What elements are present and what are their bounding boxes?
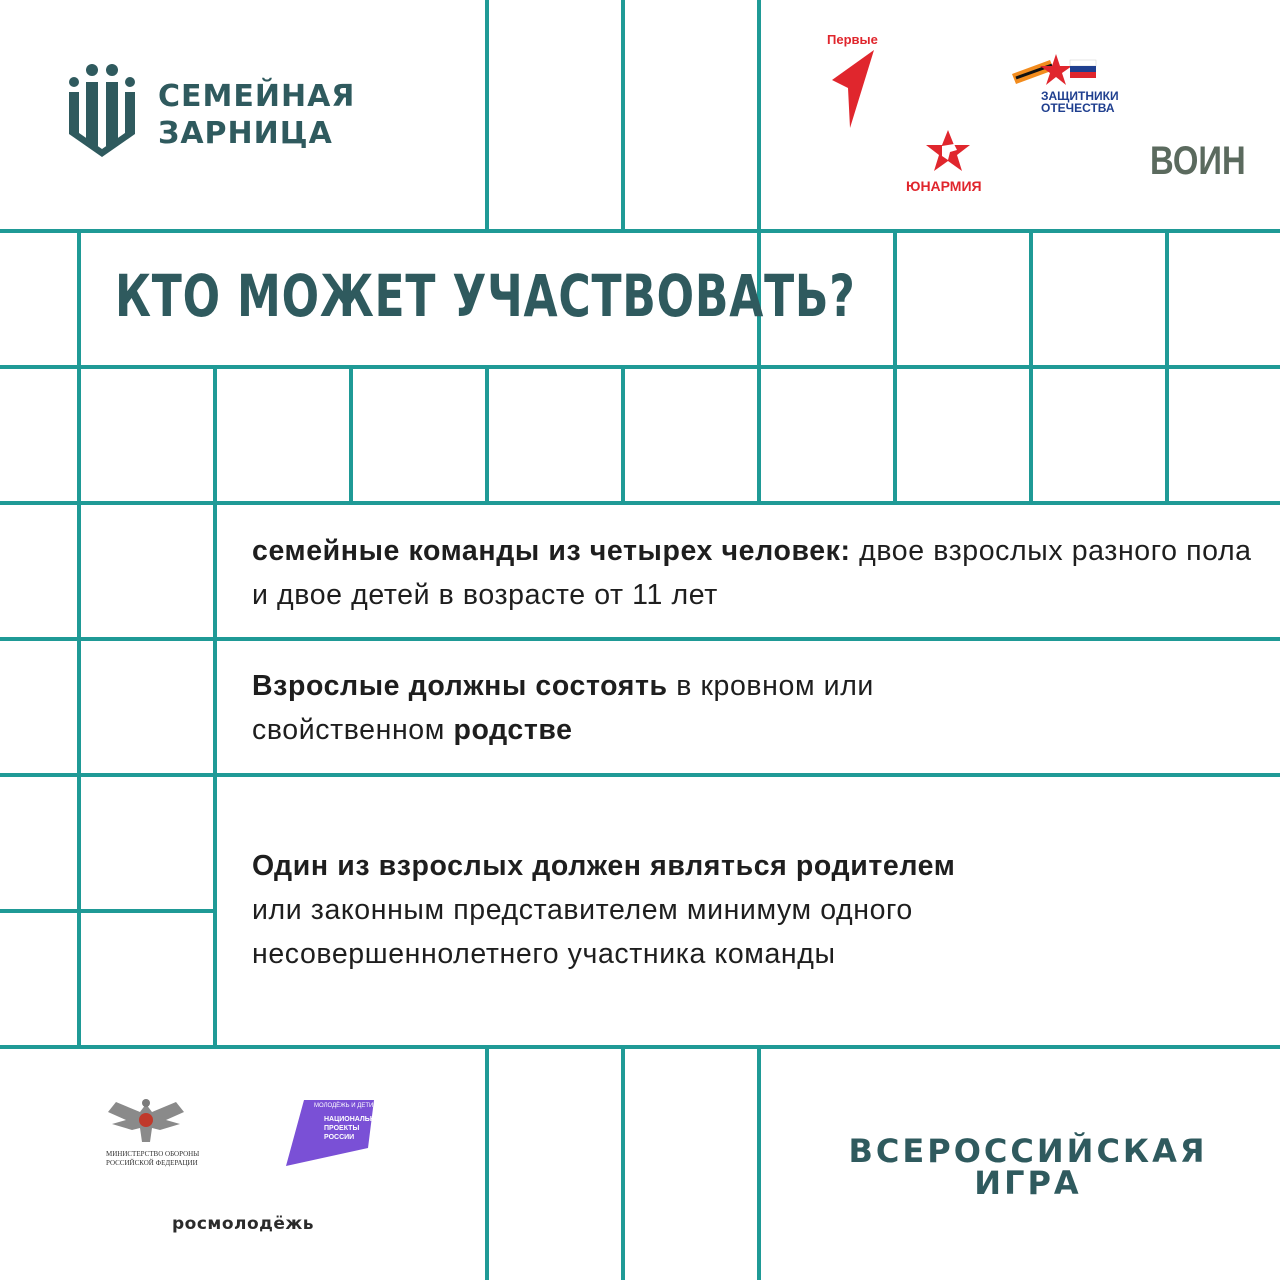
grid-line [0, 1045, 1280, 1049]
grid-line [485, 1045, 489, 1280]
ministry-line-1: МИНИСТЕРСТВО ОБОРОНЫ [106, 1150, 200, 1158]
grid-line [0, 637, 1280, 641]
item-2-bold: Взрослые должны состоять [252, 670, 668, 702]
grid-line [77, 229, 81, 1049]
grid-line [485, 0, 489, 233]
brand-title [158, 78, 355, 152]
grid-line [0, 909, 216, 913]
family-emblem-icon [62, 60, 142, 160]
zashchitniki-emblem-icon [1012, 52, 1102, 92]
all-russian-line-1: ВСЕРОССИЙСКАЯ [848, 1132, 1208, 1170]
grid-line [757, 0, 761, 233]
eagle-emblem-icon [106, 1098, 186, 1144]
page-title: КТО МОЖЕТ УЧАСТВОВАТЬ? [115, 262, 856, 330]
grid-line [0, 773, 1280, 777]
voin-logo-label: ВОИН [1150, 139, 1246, 183]
yunarmiya-emblem-icon [924, 130, 972, 172]
grid-line [621, 365, 625, 505]
item-1-text: двое взрослых разного пола и двое детей в возрасте от 11 лет [252, 535, 1252, 611]
zashchitniki-line-1: ЗАЩИТНИКИ [1041, 89, 1119, 103]
all-russian-line-2: ИГРА [974, 1164, 1082, 1202]
pervye-mark-icon [828, 48, 880, 130]
item-2-bold-end: родстве [453, 714, 573, 746]
pervye-logo-label: Первые [827, 32, 878, 47]
grid-line [621, 0, 625, 233]
grid-line [0, 501, 1280, 505]
grid-line [213, 365, 217, 1049]
grid-line [0, 229, 1280, 233]
rosmolodezh-logo: росмолодёжь [172, 1214, 315, 1234]
national-projects-top: МОЛОДЁЖЬ И ДЕТИ [314, 1103, 374, 1109]
participation-item-3 [252, 844, 1152, 976]
zashchitniki-logo-text [1041, 90, 1119, 114]
grid-line [0, 365, 1280, 369]
brand-line-1: СЕМЕЙНАЯ [158, 79, 356, 114]
item-1-bold: семейные команды из четырех человек: [252, 535, 851, 567]
ministry-line-2: РОССИЙСКОЙ ФЕДЕРАЦИИ [106, 1159, 198, 1167]
national-projects-line-1: НАЦИОНАЛЬНЫЕ [324, 1116, 387, 1123]
brand-line-2: ЗАРНИЦА [158, 116, 333, 151]
grid-line [485, 365, 489, 505]
brand-logo [62, 60, 442, 160]
yunarmiya-logo-label: ЮНАРМИЯ [906, 178, 982, 194]
grid-line [1165, 229, 1169, 505]
national-projects-text [324, 1115, 386, 1142]
item-2-text: в кровном или свойственном [252, 670, 874, 746]
zashchitniki-line-2: ОТЕЧЕСТВА [1041, 101, 1115, 115]
grid-line [893, 229, 897, 505]
item-3-bold: Один из взрослых должен являться родителем [252, 850, 956, 882]
all-russian-game-logo [820, 1132, 1236, 1202]
participation-item-2 [252, 664, 972, 752]
participation-item-1 [252, 529, 1252, 617]
grid-line [349, 365, 353, 505]
grid-line [757, 1045, 761, 1280]
grid-line [621, 1045, 625, 1280]
national-projects-line-2: ПРОЕКТЫ [324, 1125, 360, 1132]
ministry-logo-text [106, 1150, 199, 1168]
grid-line [1029, 229, 1033, 505]
item-3-text: или законным представителем минимум одного несовершеннолетнего участника команды [252, 894, 913, 970]
national-projects-line-3: РОССИИ [324, 1134, 355, 1141]
